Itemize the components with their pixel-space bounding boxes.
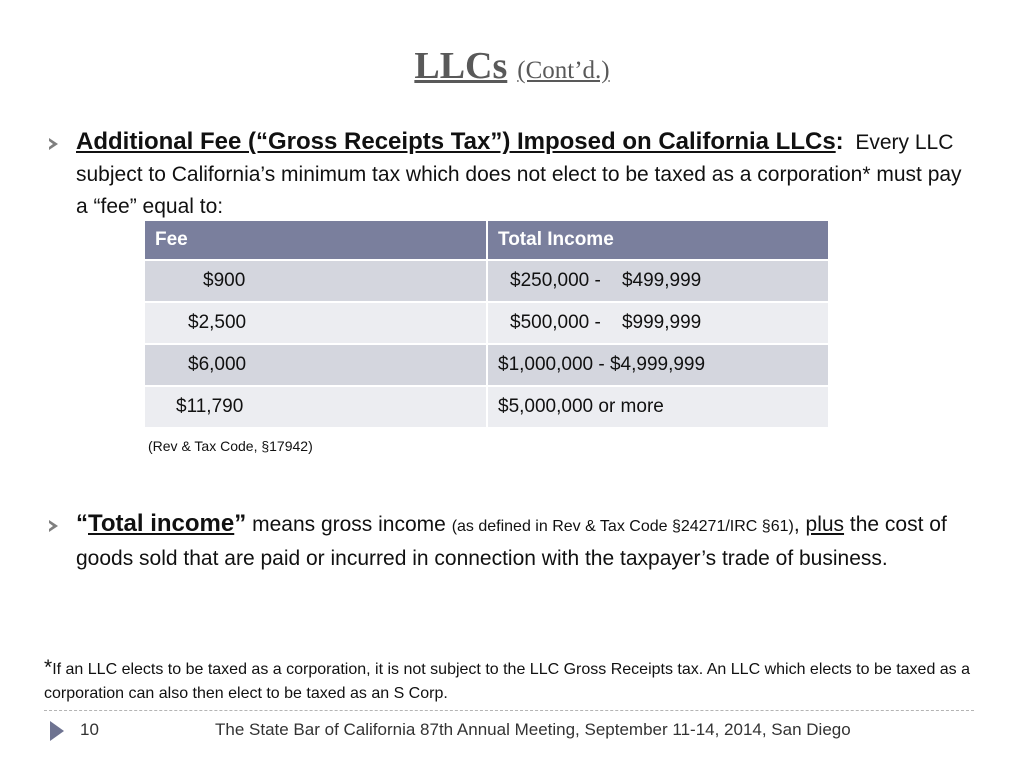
fee-cell: $900: [145, 260, 487, 302]
footer-divider: [44, 710, 974, 711]
bullet-arrow-icon: [49, 520, 58, 532]
fee-cell: $11,790: [145, 386, 487, 427]
income-cell: $1,000,000 - $4,999,999: [487, 344, 828, 386]
fee-table: [145, 221, 828, 427]
citation: (Rev & Tax Code, §17942): [148, 438, 313, 454]
income-cell: $500,000 - $999,999: [487, 302, 828, 344]
total-income-term: Total income: [88, 510, 235, 537]
header-total-income: Total Income: [487, 221, 828, 260]
fee-table-header-row: [145, 221, 828, 260]
bullet-gross-receipts-tax: [76, 126, 966, 223]
table-row: [145, 386, 828, 427]
means-text: means gross income: [252, 513, 446, 536]
page-number: 10: [80, 720, 99, 739]
bullet-total-income: [76, 508, 966, 575]
income-cell: $5,000,000 or more: [487, 386, 828, 427]
close-quote: ”: [234, 510, 247, 537]
plus-text: plus: [805, 513, 845, 536]
bullet1-text: Every LLC subject to California’s minimum tax which does not elect to be taxed as a corporation* must pay a “fee” equal to:: [76, 131, 962, 218]
fee-cell: $6,000: [145, 344, 487, 386]
footnote-star: *: [44, 656, 53, 679]
footer-triangle-icon: [50, 721, 64, 741]
table-row: [145, 302, 828, 344]
fee-cell: $2,500: [145, 302, 487, 344]
footer-text: The State Bar of California 87th Annual Meeting, September 11-14, 2014, San Diego: [215, 720, 851, 739]
header-fee: Fee: [145, 221, 487, 260]
title-subtitle: (Cont’d.): [517, 57, 610, 84]
comma: ,: [793, 513, 800, 536]
bullet1-colon: :: [835, 128, 844, 155]
table-row: [145, 344, 828, 386]
definition-reference: (as defined in Rev & Tax Code §24271/IRC §61): [451, 518, 794, 535]
footnote: [44, 656, 984, 706]
open-quote: “: [76, 510, 88, 537]
table-row: [145, 260, 828, 302]
income-cell: $250,000 - $499,999: [487, 260, 828, 302]
bullet-arrow-icon: [49, 138, 58, 150]
slide-title: [0, 44, 1024, 88]
bullet1-heading: Additional Fee (“Gross Receipts Tax”) Imposed on California LLCs: [76, 128, 836, 155]
bullet2-rest: the cost of goods sold that are paid or incurred in connection with the taxpayer’s trade of business.: [76, 513, 947, 570]
title-main: LLCs: [414, 45, 508, 87]
footnote-text: If an LLC elects to be taxed as a corporation, it is not subject to the LLC Gross Receipts tax. An LLC which elects to be taxed as a corporation can also then elect to be taxed as an S Corp.: [44, 661, 971, 702]
